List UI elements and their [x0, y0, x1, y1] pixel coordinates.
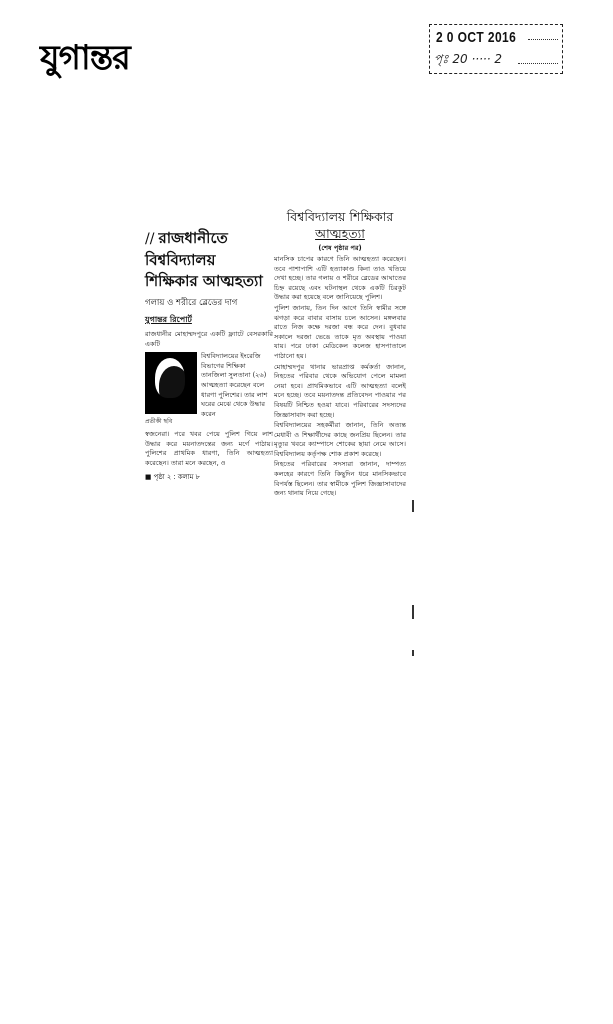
- victim-photo: [145, 352, 197, 414]
- newspaper-masthead: যুগান্তর: [40, 38, 130, 78]
- article-intro: রাজধানীর মোহাম্মদপুরে একটি ফ্ল্যাটে বেসরকারি একটি: [145, 330, 273, 348]
- article-paragraph: মানসিক চাপের কারণে তিনি আত্মহত্যা করেছেন। তবে পাশাপাশি এটি হত্যাকাণ্ড কিনা তাও খতিয়ে দেখা হচ্ছে। তার গলায় ও শরীরে ব্লেডের আঘাতের চিহ্ন রয়েছে এবং ঘটনাস্থল থেকে একটি চিরকুট উদ্ধার করা হয়েছে বলে জানিয়েছে পুলিশ।: [274, 255, 406, 302]
- headline-text: রাজধানীতে: [158, 229, 228, 247]
- article-body-beside-photo: বিশ্ববিদ্যালয়ের ইংরেজি বিভাগের শিক্ষিকা তানজিলা সুলতানা (২৬) আত্মহত্যা করেছেন বলে ধারণা পুলিশের। তার লাশ ঘরের মেঝে থেকে উদ্ধার করেন: [201, 352, 268, 418]
- headline-line: বিশ্ববিদ্যালয়: [145, 251, 216, 269]
- headline-line: শিক্ষিকার আত্মহত্যা: [145, 272, 263, 290]
- scan-mark: [412, 500, 414, 512]
- stamp-dots: [518, 63, 558, 64]
- headline-line: [145, 228, 273, 250]
- stamp-date: 2 0 OCT 2016: [436, 29, 517, 46]
- continued-on-reference: ■ পৃষ্ঠা ২ : কলাম ৮: [145, 472, 200, 481]
- scan-mark: [412, 650, 414, 656]
- article-paragraph: পুলিশ জানায়, তিন দিন আগে তিনি স্বামীর সঙ্গে ঝগড়া করে বাবার বাসায় চলে আসেন। মঙ্গলবার রাতে নিজ কক্ষে দরজা বন্ধ করে দেন। বুধবার সকালে দরজা ভেঙে তাকে মৃত অবস্থায় পাওয়া যায়। পরে ঢাকা মেডিকেল কলেজ হাসপাতালে পাঠানো হয়।: [274, 303, 406, 360]
- subheadline: গলায় ও শরীরে ব্লেডের দাগ: [145, 298, 238, 308]
- continued-from-label: (শেষ পৃষ্ঠার পর): [318, 244, 362, 252]
- stamp-page-line: পৃঃ 20 ····· 2: [434, 52, 502, 66]
- photo-column: [145, 352, 197, 427]
- article-paragraph: নিহতের পরিবারের সদস্যরা জানান, দাম্পত্য কলহের কারণে তিনি কিছুদিন ধরে মানসিকভাবে বিপর্যস্ত ছিলেন। তার স্বামীকে পুলিশ জিজ্ঞাসাবাদের জন্য থানায় নিয়ে গেছে।: [274, 460, 406, 498]
- front-page-article: [145, 228, 273, 483]
- article-paragraph: মোহাম্মদপুর থানার ভারপ্রাপ্ত কর্মকর্তা জানান, নিহতের পরিবার থেকে অভিযোগ পেলে মামলা নেয়া হবে। প্রাথমিকভাবে এটি আত্মহত্যা বলেই মনে হচ্ছে। তবে ময়নাতদন্ত প্রতিবেদন পাওয়ার পর বিষয়টি নিশ্চিত হওয়া যাবে। পরিবারের সদস্যদের জিজ্ঞাসাবাদ করা হচ্ছে।: [274, 362, 406, 419]
- continuation-headline: আত্মহত্যা: [315, 226, 365, 241]
- photo-block: [145, 352, 273, 427]
- date-stamp: [429, 24, 563, 74]
- continuation-headline: বিশ্ববিদ্যালয় শিক্ষিকার: [286, 209, 394, 224]
- article-body: স্বজনেরা। পরে খবর পেয়ে পুলিশ গিয়ে লাশ উদ্ধার করে ময়নাতদন্তের জন্য মর্গে পাঠায়। পুলিশের প্রাথমিক ধারণা, তিনি আত্মহত্যা করেছেন। তারা মনে করছেন, ও: [145, 430, 273, 467]
- photo-caption: প্রতীকী ছবি: [145, 418, 173, 426]
- stamp-dots: [528, 39, 558, 40]
- article-paragraph: বিশ্ববিদ্যালয়ের সহকর্মীরা জানান, তিনি অত্যন্ত মেধাবী ও শিক্ষার্থীদের কাছে জনপ্রিয় ছিলেন। তার মৃত্যুর খবরে ক্যাম্পাসে শোকের ছায়া নেমে আসে। বিশ্ববিদ্যালয় কর্তৃপক্ষ শোক প্রকাশ করেছে।: [274, 421, 406, 458]
- continuation-article: [274, 208, 406, 499]
- byline: যুগান্তর রিপোর্ট: [145, 315, 192, 324]
- clip-mark-icon: //: [145, 231, 155, 247]
- scan-mark: [412, 605, 414, 619]
